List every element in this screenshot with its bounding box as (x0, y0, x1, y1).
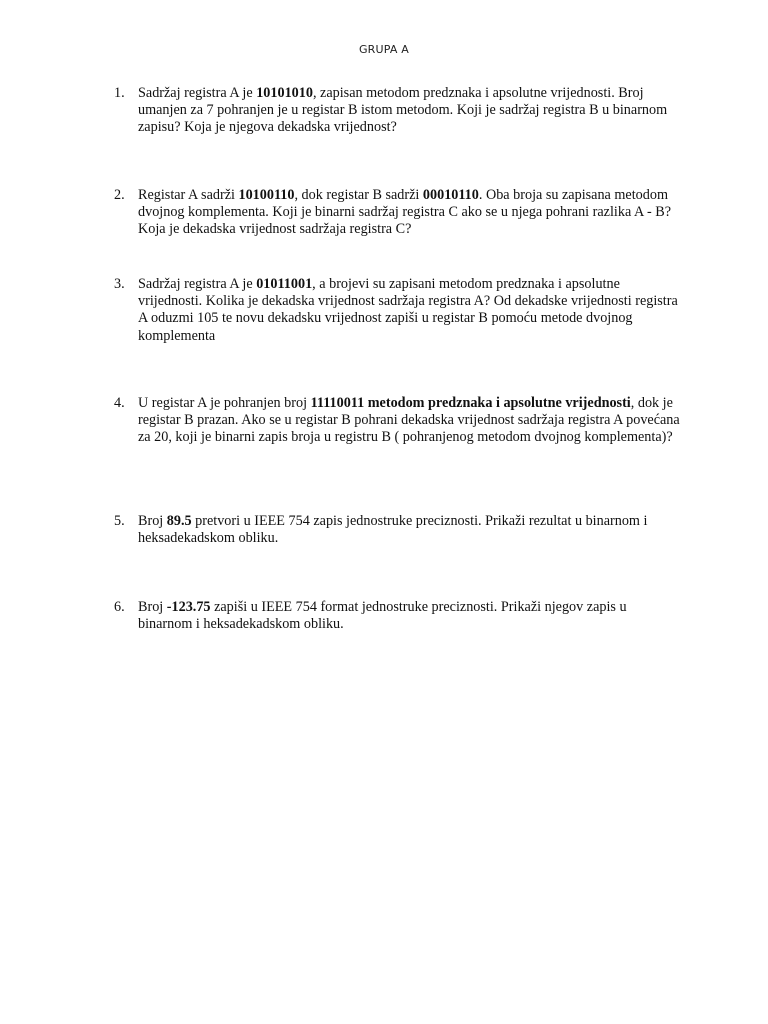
question-text-segment: Sadržaj registra A je (138, 276, 257, 292)
question-number: 2. (114, 187, 125, 203)
question-text (138, 513, 684, 547)
question-text-segment: pretvori u IEEE 754 zapis jednostruke preciznosti. Prikaži rezultat u binarnom i heksadekadskom obliku. (138, 513, 648, 547)
question-text-segment: Registar A sadrži (138, 187, 239, 203)
question-text-segment: , dok registar B sadrži (294, 187, 423, 203)
question-number: 1. (114, 85, 125, 101)
question-text-segment: . Oba broja su zapisana metodom dvojnog komplementa. Koji je binarni sadržaj registra C ako se u njega pohrani razlika A - B? Koja je dekadska vrijednost sadržaja registra C? (138, 187, 672, 238)
question-number: 5. (114, 513, 125, 529)
question-number: 6. (114, 599, 125, 615)
question-number: 3. (114, 276, 125, 292)
question-number: 4. (114, 395, 125, 411)
question-text-segment: U registar A je pohranjen broj (138, 395, 311, 411)
question-bold-value: 10101010 (256, 85, 313, 101)
question-text (138, 187, 684, 239)
question-text (138, 395, 684, 447)
question-bold-value: 00010110 (422, 187, 479, 203)
question-text-segment: zapiši u IEEE 754 format jednostruke preciznosti. Prikaži njegov zapis u binarnom i heksadekadskom obliku. (138, 599, 627, 633)
question-bold-value: 11110011 metodom predznaka i apsolutne vrijednosti (310, 395, 631, 411)
question-bold-value: 89.5 (166, 513, 192, 529)
question-text-segment: Broj (138, 513, 167, 529)
question-text (138, 599, 684, 633)
question-text-segment: , a brojevi su zapisani metodom predznaka i apsolutne vrijednosti. Kolika je dekadska vrijednost sadržaja registra A? Od dekadske vrijednosti registra A oduzmi 105 te novu dekadsku vrijednost zapiši u registar B pomoću metode dvojnog komplementa (138, 276, 678, 344)
question-text-segment: Broj (138, 599, 167, 615)
question-bold-value: 01011001 (256, 276, 313, 292)
page-heading: GRUPA A (358, 43, 410, 56)
question-text (138, 85, 684, 137)
question-bold-value: 10100110 (238, 187, 295, 203)
question-text-segment: Sadržaj registra A je (138, 85, 257, 101)
question-text-segment: , dok je registar B prazan. Ako se u registar B pohrani dekadska vrijednost sadržaja registra A povećana za 20, koji je binarni zapis broja u registru B ( pohranjenog metodom dvojnog komplementa)? (138, 395, 680, 446)
question-bold-value: -123.75 (166, 599, 211, 615)
question-text-segment: , zapisan metodom predznaka i apsolutne vrijednosti. Broj umanjen za 7 pohranjen je u registar B istom metodom. Koji je sadržaj registra B u binarnom zapisu? Koja je njegova dekadska vrijednost? (138, 85, 668, 136)
question-text (138, 276, 684, 345)
